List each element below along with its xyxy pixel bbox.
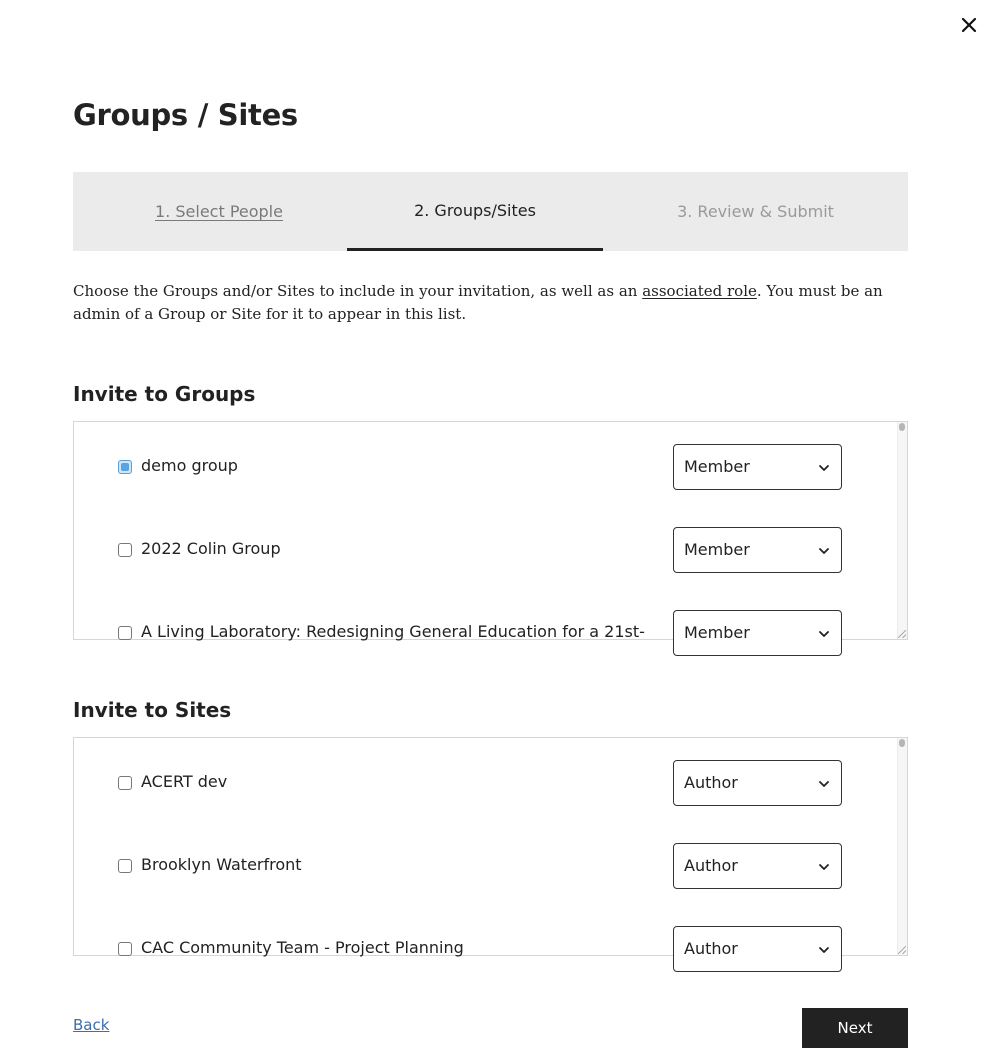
- chevron-down-icon: [817, 777, 831, 791]
- group-checkbox[interactable]: [118, 543, 132, 557]
- group-row: [74, 527, 896, 573]
- site-role-value: Author: [684, 939, 738, 958]
- site-row: [74, 760, 896, 806]
- site-name: CAC Community Team - Project Planning: [141, 938, 464, 957]
- site-role-select[interactable]: [673, 843, 842, 889]
- groups-section-title: Invite to Groups: [73, 382, 256, 406]
- groups-list[interactable]: [73, 421, 908, 640]
- group-role-value: Member: [684, 540, 750, 559]
- associated-role-link[interactable]: associated role: [642, 282, 757, 300]
- intro-text-before: Choose the Groups and/or Sites to include in your invitation, as well as an: [73, 282, 643, 300]
- group-checkbox[interactable]: [118, 626, 132, 640]
- group-row: [74, 444, 896, 490]
- back-link[interactable]: Back: [73, 1016, 110, 1034]
- group-role-value: Member: [684, 623, 750, 642]
- close-icon: [958, 14, 980, 36]
- chevron-down-icon: [817, 860, 831, 874]
- sites-scrollbar[interactable]: [897, 738, 907, 955]
- group-name: 2022 Colin Group: [141, 539, 281, 558]
- chevron-down-icon: [817, 943, 831, 957]
- site-name: Brooklyn Waterfront: [141, 855, 302, 874]
- page-title: Groups / Sites: [73, 98, 298, 132]
- chevron-down-icon: [817, 461, 831, 475]
- chevron-down-icon: [817, 627, 831, 641]
- group-name: demo group: [141, 456, 238, 475]
- intro-text: [73, 280, 913, 326]
- site-checkbox[interactable]: [118, 859, 132, 873]
- sites-section-title: Invite to Sites: [73, 698, 232, 722]
- site-row: [74, 926, 896, 972]
- sites-list[interactable]: [73, 737, 908, 956]
- site-row: [74, 843, 896, 889]
- group-row: [74, 610, 896, 656]
- site-role-select[interactable]: [673, 926, 842, 972]
- step-progress-bar: [73, 172, 908, 251]
- site-role-select[interactable]: [673, 760, 842, 806]
- scrollbar-thumb[interactable]: [899, 423, 905, 431]
- group-role-value: Member: [684, 457, 750, 476]
- group-role-select[interactable]: [673, 444, 842, 490]
- group-name: A Living Laboratory: Redesigning General Education for a 21st-: [141, 622, 645, 641]
- chevron-down-icon: [817, 544, 831, 558]
- step-groups-sites: 2. Groups/Sites: [347, 172, 603, 251]
- group-role-select[interactable]: [673, 610, 842, 656]
- resize-handle-icon[interactable]: [898, 630, 906, 638]
- groups-scrollbar[interactable]: [897, 422, 907, 639]
- step-review-submit: 3. Review & Submit: [677, 202, 834, 221]
- scrollbar-thumb[interactable]: [899, 739, 905, 747]
- site-role-value: Author: [684, 856, 738, 875]
- resize-handle-icon[interactable]: [898, 946, 906, 954]
- site-checkbox[interactable]: [118, 942, 132, 956]
- next-button[interactable]: Next: [802, 1008, 908, 1048]
- site-role-value: Author: [684, 773, 738, 792]
- close-button[interactable]: [958, 14, 980, 36]
- intro-text-after: . You must be an admin of a Group or Site for it to appear in this list.: [73, 282, 883, 323]
- site-name: ACERT dev: [141, 772, 228, 791]
- step-select-people[interactable]: 1. Select People: [155, 202, 283, 221]
- site-checkbox[interactable]: [118, 776, 132, 790]
- group-role-select[interactable]: [673, 527, 842, 573]
- group-checkbox[interactable]: [118, 460, 132, 474]
